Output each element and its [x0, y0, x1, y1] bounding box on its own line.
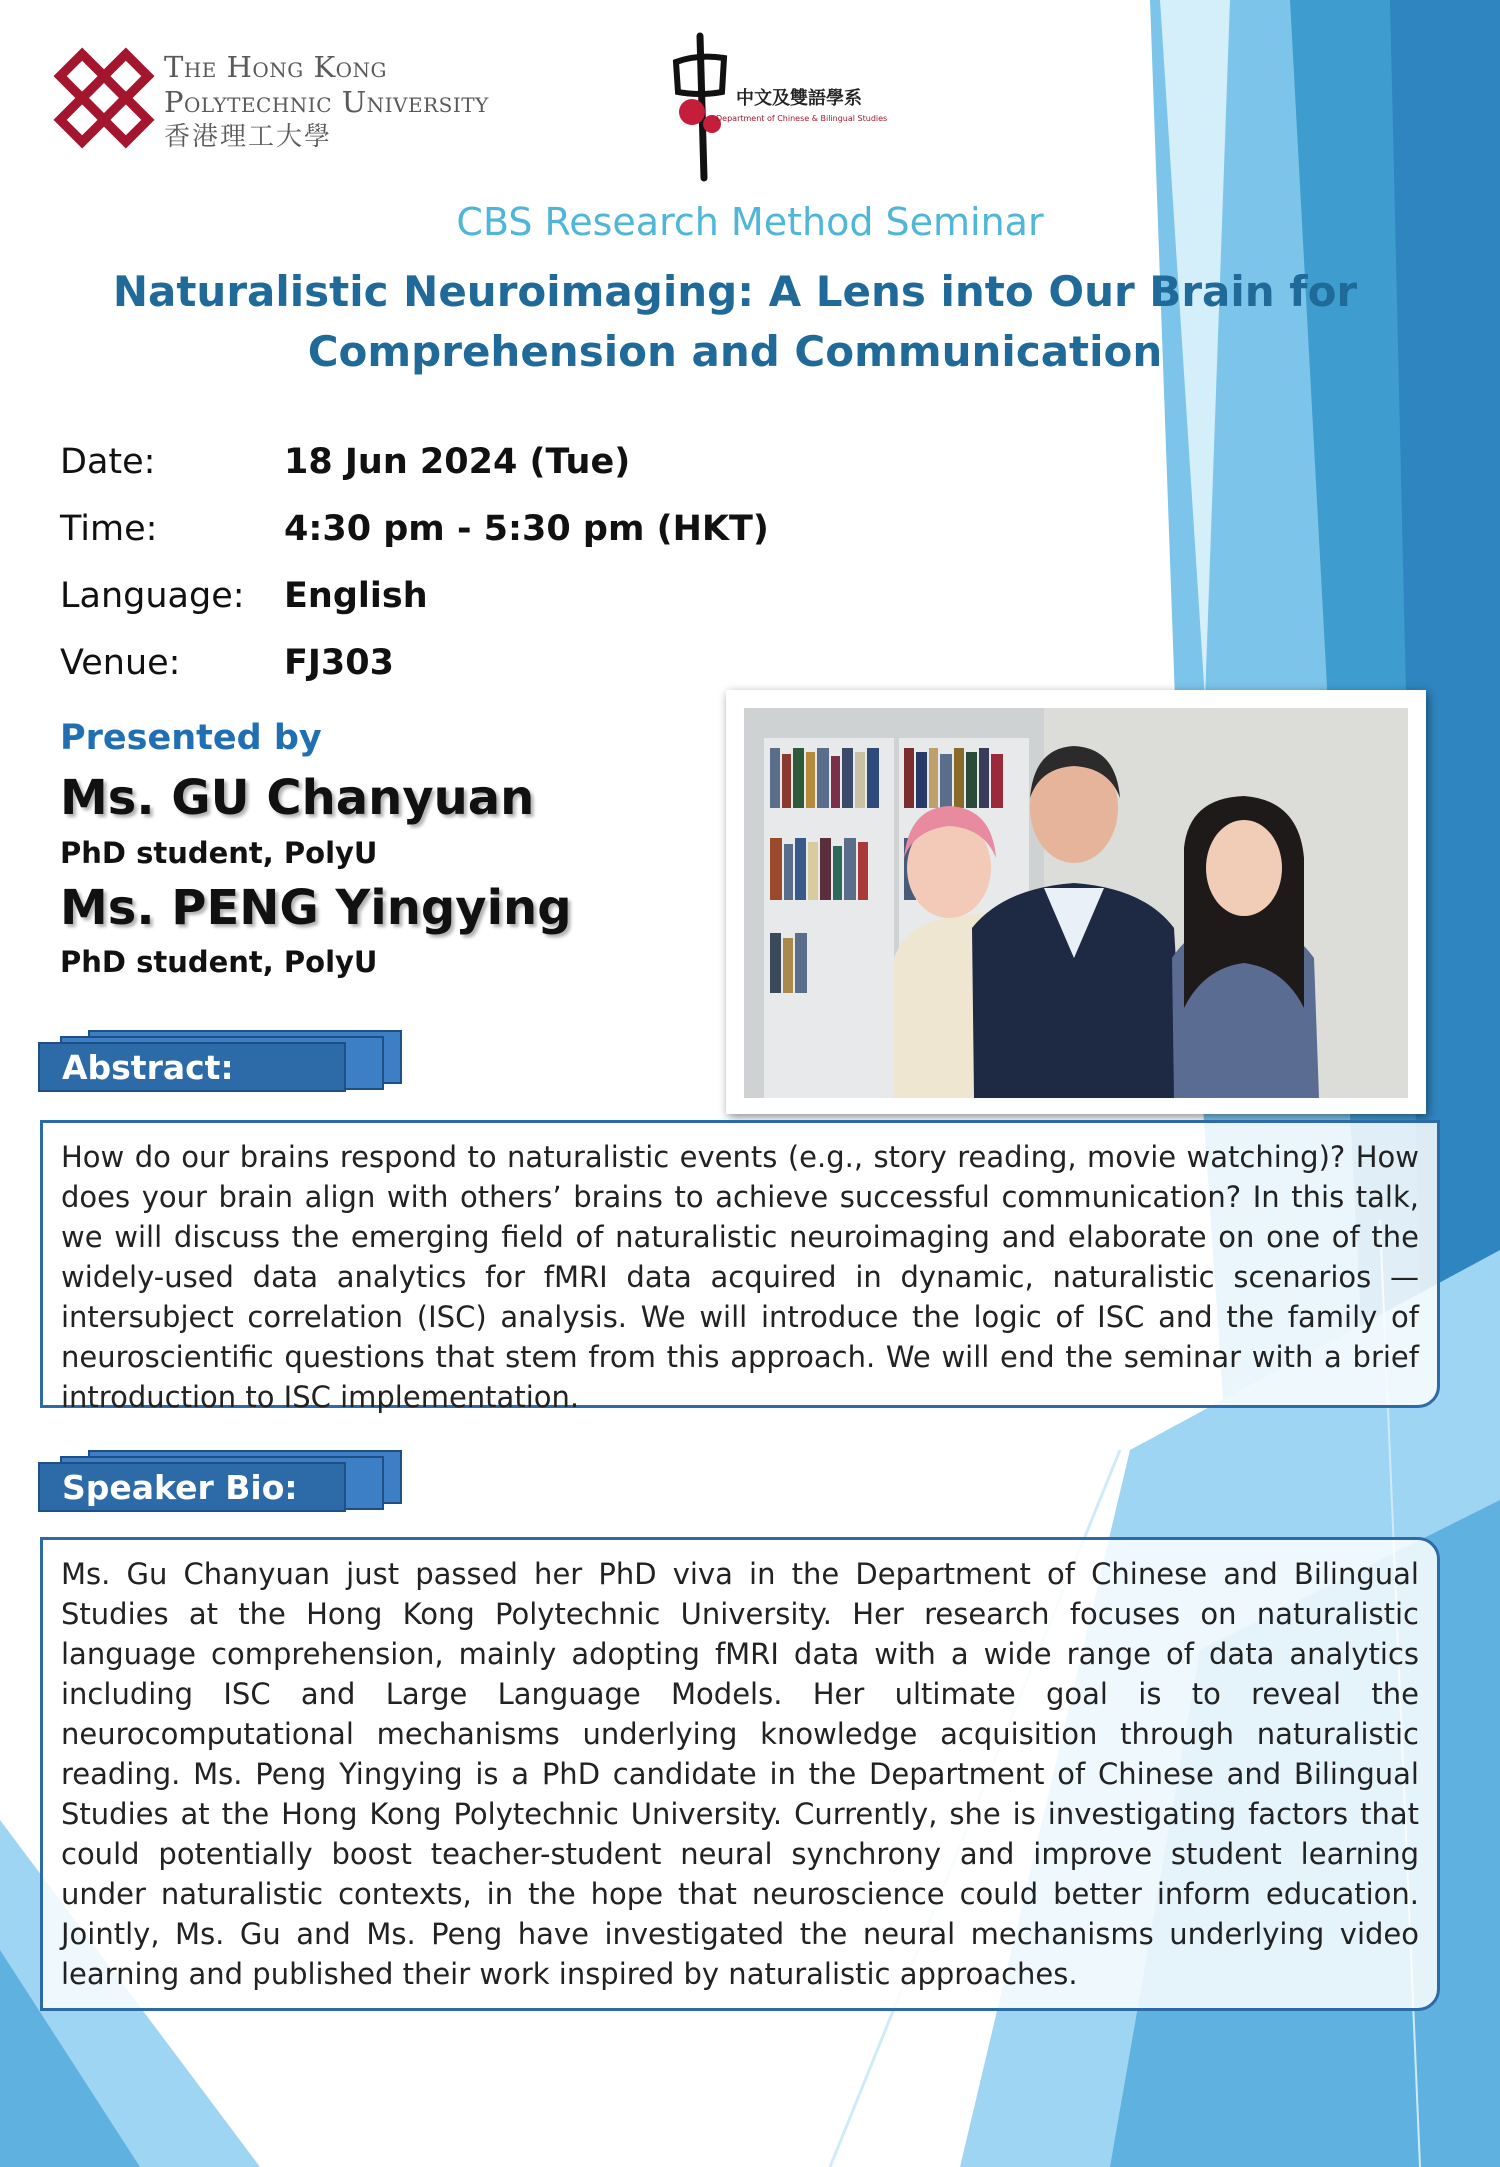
bio-box: [40, 1537, 1440, 2011]
department-name-english: Department of Chinese & Bilingual Studies: [716, 114, 888, 123]
bio-heading-box: [38, 1462, 346, 1512]
presenter-name: Ms. GU Chanyuan: [60, 770, 535, 826]
detail-row-date: [60, 428, 769, 495]
detail-label: Date:: [60, 441, 156, 482]
university-name-chinese: 香港理工大學: [164, 122, 333, 152]
abstract-box: [40, 1120, 1440, 1414]
presenter-role: PhD student, PolyU: [60, 836, 378, 870]
presented-by-heading: Presented by: [60, 718, 322, 758]
seminar-title: [60, 262, 1410, 382]
calligraphy-mark-icon: [662, 32, 734, 182]
seminar-title-line2: Comprehension and Communication: [307, 327, 1163, 376]
bio-tab: [38, 1450, 401, 1512]
university-name-line1: The Hong Kong: [164, 50, 388, 84]
detail-label: Time:: [60, 508, 158, 549]
event-details: [60, 428, 769, 696]
abstract-heading-box: [38, 1042, 346, 1092]
detail-value: 18 Jun 2024 (Tue): [284, 441, 631, 482]
abstract-text: How do our brains respond to naturalistic events (e.g., story reading, movie watching)? How does your brain align with others’ brains to achieve successful communication? In this talk, we will discuss the emerging field of naturalistic neuroimaging and elaborate on one of the widely-used data analytics for fMRI data acquired in dynamic, naturalistic scenarios —intersubject correlation (ISC) analysis. We will introduce the logic of ISC and the family of neuroscientific questions that stem from this approach. We will end the seminar with a brief introduction to ISC implementation.: [61, 1140, 1419, 1414]
bio-text: Ms. Gu Chanyuan just passed her PhD viva in the Department of Chinese and Bilingual Studies at the Hong Kong Polytechnic University. Her research focuses on naturalistic language comprehension, mainly adopting fMRI data with a wide range of data analytics including ISC and Large Language Models. Her ultimate goal is to reveal the neurocomputational mechanisms underlying knowledge acquisition through naturalistic reading. Ms. Peng Yingying is a PhD candidate in the Department of Chinese and Bilingual Studies at the Hong Kong Polytechnic University. Currently, she is investigating factors that could potentially boost teacher-student neural synchrony and improve student learning under naturalistic contexts, in the hope that neuroscience could better inform education. Jointly, Ms. Gu and Ms. Peng have investigated the neural mechanisms underlying video learning and published their work inspired by naturalistic approaches.: [61, 1557, 1419, 1991]
detail-row-venue: [60, 629, 769, 696]
university-name-line2: Polytechnic University: [164, 85, 489, 119]
polyu-logo: [52, 46, 592, 152]
presenter-role: PhD student, PolyU: [60, 945, 378, 979]
detail-value: 4:30 pm - 5:30 pm (HKT): [284, 508, 769, 549]
detail-value: FJ303: [284, 642, 394, 683]
detail-row-language: [60, 562, 769, 629]
detail-row-time: [60, 495, 769, 562]
speaker-photo: [744, 708, 1408, 1098]
speaker-photo-frame: [726, 690, 1426, 1114]
bio-heading: Speaker Bio:: [62, 1467, 298, 1507]
department-name-chinese: 中文及雙語學系: [736, 88, 862, 109]
seminar-series: CBS Research Method Seminar: [456, 200, 1044, 244]
detail-value: English: [284, 575, 428, 616]
abstract-heading: Abstract:: [62, 1047, 234, 1087]
seminar-title-line1: Naturalistic Neuroimaging: A Lens into Our Brain for: [112, 267, 1358, 316]
polyu-emblem-icon: [52, 46, 156, 150]
detail-label: Language:: [60, 575, 245, 616]
presenter-name: Ms. PENG Yingying: [60, 880, 572, 936]
department-logo: [662, 32, 902, 182]
detail-label: Venue:: [60, 642, 181, 683]
abstract-tab: [38, 1030, 401, 1092]
